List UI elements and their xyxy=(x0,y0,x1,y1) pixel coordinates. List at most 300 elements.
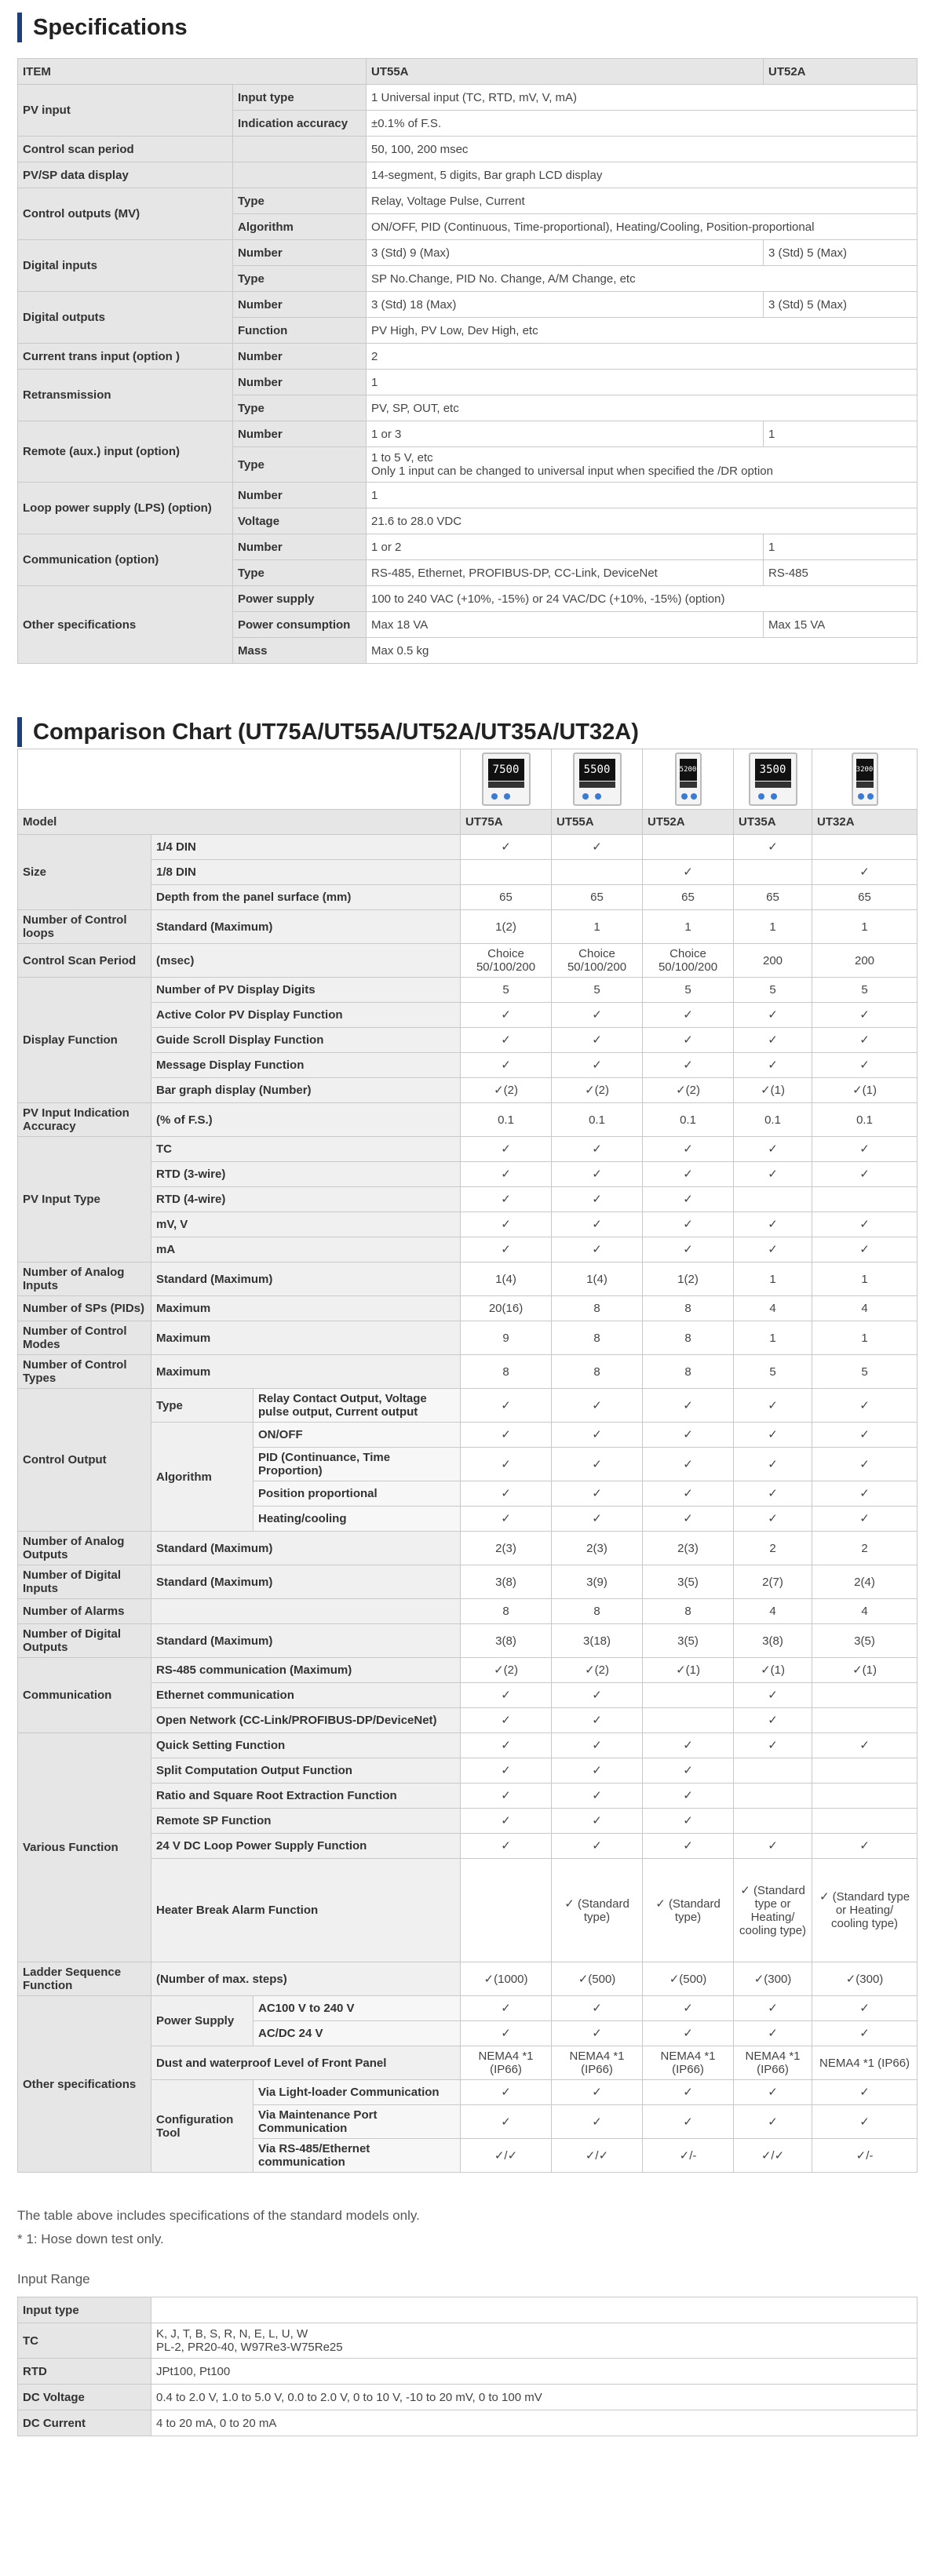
cell-value: ✓ xyxy=(461,1784,552,1809)
cell-value: 0.1 xyxy=(812,1103,918,1137)
row-label: Split Computation Output Function xyxy=(151,1758,461,1784)
cell-value: ✓ xyxy=(552,1784,643,1809)
cell-value xyxy=(734,1187,812,1212)
cell-value: ✓ xyxy=(643,1507,734,1532)
spec-item-label: Number xyxy=(233,344,367,370)
spec-value-ut55a: ON/OFF, PID (Continuous, Time-proportional), Heating/Cooling, Position-proportional xyxy=(367,214,918,240)
cell-value: ✓ xyxy=(734,2021,812,2046)
cell-value: ✓ xyxy=(812,1507,918,1532)
cell-value: ✓(1) xyxy=(643,1658,734,1683)
cell-value: ✓ (Standard type or Heating/ cooling type) xyxy=(734,1859,812,1962)
cell-value: 3(9) xyxy=(552,1565,643,1599)
cell-value: 1 xyxy=(734,910,812,944)
group-label: Number of Digital Outputs xyxy=(18,1624,151,1658)
cell-value: ✓ xyxy=(812,1162,918,1187)
cell-value xyxy=(812,1683,918,1708)
cell-value: ✓ xyxy=(643,1481,734,1507)
group-label: Number of Analog Outputs xyxy=(18,1532,151,1565)
cell-value: ✓ xyxy=(643,860,734,885)
controller-button-icon xyxy=(771,793,777,800)
group-label: Number of Digital Inputs xyxy=(18,1565,151,1599)
cell-value: ✓ xyxy=(552,1758,643,1784)
cell-value: ✓ xyxy=(552,1028,643,1053)
subgroup-label: Type xyxy=(151,1389,254,1423)
cell-value: ✓ (Standard type) xyxy=(552,1859,643,1962)
row-label: AC/DC 24 V xyxy=(254,2021,461,2046)
comparison-row xyxy=(18,1296,918,1321)
model-image-spacer xyxy=(18,749,461,810)
spec-value-ut55a: 2 xyxy=(367,344,918,370)
row-label: Active Color PV Display Function xyxy=(151,1003,461,1028)
cell-value: ✓ xyxy=(461,1162,552,1187)
comparison-row xyxy=(18,1758,918,1784)
row-label: Guide Scroll Display Function xyxy=(151,1028,461,1053)
controller-display: 3200 xyxy=(856,759,874,781)
cell-value: 65 xyxy=(734,885,812,910)
cell-value: ✓ xyxy=(461,1137,552,1162)
cell-value: 1 xyxy=(643,910,734,944)
group-label: Size xyxy=(18,835,151,910)
row-label: PID (Continuance, Time Proportion) xyxy=(254,1448,461,1481)
cell-value: ✓ xyxy=(643,1003,734,1028)
spec-value-ut55a: 1 Universal input (TC, RTD, mV, V, mA) xyxy=(367,85,918,111)
cell-value: 8 xyxy=(552,1321,643,1355)
group-label: Number of Control Modes xyxy=(18,1321,151,1355)
input-range-header-row xyxy=(18,2297,918,2323)
cell-value xyxy=(734,1758,812,1784)
model-name: UT35A xyxy=(734,810,812,835)
spec-group-label: Retransmission xyxy=(18,370,233,421)
comparison-row xyxy=(18,1532,918,1565)
spec-value-ut55a: 100 to 240 VAC (+10%, -15%) or 24 VAC/DC (+10%, -15%) (option) xyxy=(367,586,918,612)
cell-value: Choice 50/100/200 xyxy=(461,944,552,978)
cell-value: 4 xyxy=(734,1599,812,1624)
comparison-row xyxy=(18,1103,918,1137)
comparison-row xyxy=(18,885,918,910)
input-range-table xyxy=(17,2297,918,2436)
comparison-row xyxy=(18,1137,918,1162)
cell-value: ✓ xyxy=(643,1809,734,1834)
row-label: mA xyxy=(151,1237,461,1262)
cell-value: ✓ xyxy=(461,1809,552,1834)
cell-value: 5 xyxy=(643,978,734,1003)
cell-value: 5 xyxy=(552,978,643,1003)
comparison-row xyxy=(18,1389,918,1423)
comparison-row xyxy=(18,1162,918,1187)
input-range-label: DC Current xyxy=(18,2410,151,2436)
cell-value: 2(7) xyxy=(734,1565,812,1599)
spec-value-ut55a: RS-485, Ethernet, PROFIBUS-DP, CC-Link, DeviceNet xyxy=(367,560,764,586)
spec-group-label: Loop power supply (LPS) (option) xyxy=(18,483,233,534)
comparison-row xyxy=(18,1784,918,1809)
row-label: Standard (Maximum) xyxy=(151,1262,461,1296)
specifications-section-header xyxy=(17,0,917,58)
comparison-row xyxy=(18,1212,918,1237)
spec-row xyxy=(18,421,918,447)
spec-group-label: Control outputs (MV) xyxy=(18,188,233,240)
cell-value: 0.1 xyxy=(552,1103,643,1137)
input-range-line: 4 to 20 mA, 0 to 20 mA xyxy=(156,2416,277,2430)
group-label: Communication xyxy=(18,1658,151,1733)
comparison-row xyxy=(18,910,918,944)
cell-value xyxy=(734,1809,812,1834)
cell-value: 0.1 xyxy=(734,1103,812,1137)
cell-value: 8 xyxy=(552,1355,643,1389)
comparison-row xyxy=(18,835,918,860)
cell-value: ✓ xyxy=(643,1448,734,1481)
row-label: Maximum xyxy=(151,1321,461,1355)
cell-value xyxy=(812,1784,918,1809)
controller-display: 5500 xyxy=(579,759,615,781)
cell-value: ✓ xyxy=(552,1834,643,1859)
controller-sub-display xyxy=(755,782,791,788)
cell-value: 3(5) xyxy=(643,1565,734,1599)
spec-group-label: Current trans input (option ) xyxy=(18,344,233,370)
cell-value xyxy=(643,1708,734,1733)
cell-value: ✓ xyxy=(812,1237,918,1262)
cell-value: Choice 50/100/200 xyxy=(643,944,734,978)
spec-value-ut55a: 1 xyxy=(367,370,918,395)
cell-value: 8 xyxy=(643,1296,734,1321)
spec-item-label: Number xyxy=(233,421,367,447)
cell-value: 5 xyxy=(734,1355,812,1389)
comparison-row xyxy=(18,1321,918,1355)
controller-button-icon xyxy=(691,793,697,800)
spec-item-label: Power consumption xyxy=(233,612,367,638)
comparison-row xyxy=(18,1053,918,1078)
input-range-line: PL-2, PR20-40, W97Re3-W75Re25 xyxy=(156,2341,343,2354)
cell-value xyxy=(812,1708,918,1733)
cell-value: 9 xyxy=(461,1321,552,1355)
spec-value-ut55a: 1 or 2 xyxy=(367,534,764,560)
cell-value: 3(8) xyxy=(461,1565,552,1599)
group-label: Other specifications xyxy=(18,1996,151,2173)
cell-value: 0.1 xyxy=(461,1103,552,1137)
spec-group-label: Communication (option) xyxy=(18,534,233,586)
cell-value: ✓ (Standard type or Heating/ cooling type) xyxy=(812,1859,918,1962)
cell-value xyxy=(461,1859,552,1962)
cell-value: ✓ xyxy=(734,1212,812,1237)
controller-button-icon xyxy=(595,793,601,800)
row-label: Message Display Function xyxy=(151,1053,461,1078)
controller-button-icon xyxy=(681,793,688,800)
notes xyxy=(17,2204,917,2251)
cell-value: ✓ xyxy=(812,1448,918,1481)
spec-value-ut55a: Max 0.5 kg xyxy=(367,638,918,664)
input-range-line: JPt100, Pt100 xyxy=(156,2364,231,2378)
row-label: Quick Setting Function xyxy=(151,1733,461,1758)
cell-value: ✓ xyxy=(643,1733,734,1758)
comparison-row xyxy=(18,944,918,978)
cell-value: ✓/✓ xyxy=(461,2139,552,2173)
spec-row xyxy=(18,534,918,560)
controller-sub-display xyxy=(579,782,615,788)
spec-item-label: Indication accuracy xyxy=(233,111,367,137)
comparison-row xyxy=(18,1683,918,1708)
row-label: Via Maintenance Port Communication xyxy=(254,2105,461,2139)
spec-item-label: Type xyxy=(233,447,367,483)
group-label: Control Scan Period xyxy=(18,944,151,978)
row-label: Maximum xyxy=(151,1296,461,1321)
spec-header-ut55a: UT55A xyxy=(367,59,764,85)
comparison-row xyxy=(18,1565,918,1599)
spec-row xyxy=(18,137,918,162)
subgroup-label: Power Supply xyxy=(151,1996,254,2046)
cell-value: ✓ xyxy=(461,2080,552,2105)
row-label: Standard (Maximum) xyxy=(151,1624,461,1658)
spec-item-label: Number xyxy=(233,292,367,318)
cell-value: ✓ xyxy=(812,1733,918,1758)
cell-value: 8 xyxy=(552,1296,643,1321)
spec-item-label: Number xyxy=(233,483,367,508)
cell-value: 1 xyxy=(812,910,918,944)
cell-value: ✓ xyxy=(461,1708,552,1733)
comparison-row xyxy=(18,1237,918,1262)
cell-value: ✓ xyxy=(461,1733,552,1758)
spec-value-ut52a: 3 (Std) 5 (Max) xyxy=(764,292,918,318)
comparison-row xyxy=(18,1028,918,1053)
cell-value: ✓ xyxy=(552,1733,643,1758)
cell-value: ✓ xyxy=(734,1053,812,1078)
cell-value: ✓(300) xyxy=(812,1962,918,1996)
spec-group-label: Digital outputs xyxy=(18,292,233,344)
cell-value: ✓/- xyxy=(643,2139,734,2173)
controller-sub-display xyxy=(856,782,874,788)
controller-display: 5200 xyxy=(680,759,697,781)
spec-row xyxy=(18,586,918,612)
spec-value-ut55a: SP No.Change, PID No. Change, A/M Change, etc xyxy=(367,266,918,292)
cell-value: 5 xyxy=(812,1355,918,1389)
cell-value: NEMA4 *1 (IP66) xyxy=(734,2046,812,2080)
note-standard-models: The table above includes specifications of the standard models only. xyxy=(17,2208,420,2223)
cell-value: NEMA4 *1 (IP66) xyxy=(461,2046,552,2080)
cell-value: ✓(2) xyxy=(552,1078,643,1103)
cell-value: 1(4) xyxy=(461,1262,552,1296)
cell-value: 5 xyxy=(734,978,812,1003)
spec-item-label: Number xyxy=(233,370,367,395)
specifications-table xyxy=(17,58,918,664)
cell-value: ✓ xyxy=(552,1683,643,1708)
group-label: Number of SPs (PIDs) xyxy=(18,1296,151,1321)
cell-value: ✓/✓ xyxy=(552,2139,643,2173)
cell-value: ✓ xyxy=(734,1423,812,1448)
cell-value: ✓ xyxy=(552,1187,643,1212)
specifications-title: Specifications xyxy=(17,13,917,42)
spec-value-ut55a: 3 (Std) 9 (Max) xyxy=(367,240,764,266)
cell-value: ✓ xyxy=(734,1028,812,1053)
cell-value xyxy=(461,860,552,885)
comparison-row xyxy=(18,1599,918,1624)
cell-value: 4 xyxy=(734,1296,812,1321)
comparison-row xyxy=(18,978,918,1003)
spec-item-label: Input type xyxy=(233,85,367,111)
controller-sub-display xyxy=(680,782,697,788)
cell-value xyxy=(734,860,812,885)
controller-button-icon xyxy=(858,793,864,800)
spec-header-ut52a: UT52A xyxy=(764,59,918,85)
cell-value: ✓ xyxy=(552,1053,643,1078)
cell-value: ✓ xyxy=(734,1237,812,1262)
cell-value: ✓ xyxy=(643,1162,734,1187)
cell-value: 1 xyxy=(812,1321,918,1355)
cell-value: ✓ xyxy=(461,1053,552,1078)
cell-value: ✓ xyxy=(734,1481,812,1507)
comparison-row xyxy=(18,1859,918,1962)
cell-value: 5 xyxy=(812,978,918,1003)
cell-value: 3(5) xyxy=(812,1624,918,1658)
cell-value: ✓ xyxy=(734,1448,812,1481)
controller-image xyxy=(675,752,702,806)
cell-value: ✓ xyxy=(461,1481,552,1507)
cell-value: ✓ xyxy=(461,1758,552,1784)
cell-value: 2(3) xyxy=(461,1532,552,1565)
row-label: Remote SP Function xyxy=(151,1809,461,1834)
controller-button-icon xyxy=(504,793,510,800)
cell-value: ✓ xyxy=(552,1996,643,2021)
model-name: UT75A xyxy=(461,810,552,835)
cell-value: 4 xyxy=(812,1599,918,1624)
cell-value: ✓ xyxy=(552,1448,643,1481)
cell-value: ✓ xyxy=(812,1423,918,1448)
group-label: PV Input Indication Accuracy xyxy=(18,1103,151,1137)
cell-value: ✓ xyxy=(812,1834,918,1859)
cell-value: ✓(1) xyxy=(734,1078,812,1103)
cell-value: ✓ (Standard type) xyxy=(643,1859,734,1962)
model-image-cell xyxy=(734,749,812,810)
input-range-line: 0.4 to 2.0 V, 1.0 to 5.0 V, 0.0 to 2.0 V, 0 to 10 V, -10 to 20 mV, 0 to 100 mV xyxy=(156,2390,542,2404)
comparison-row xyxy=(18,2080,918,2105)
cell-value: NEMA4 *1 (IP66) xyxy=(552,2046,643,2080)
spec-value-ut52a: RS-485 xyxy=(764,560,918,586)
model-image-row xyxy=(18,749,918,810)
cell-value: ✓ xyxy=(643,1212,734,1237)
cell-value: 8 xyxy=(643,1355,734,1389)
cell-value: ✓ xyxy=(552,1237,643,1262)
cell-value xyxy=(812,835,918,860)
row-label: TC xyxy=(151,1137,461,1162)
cell-value: ✓ xyxy=(461,1507,552,1532)
cell-value: ✓ xyxy=(552,1507,643,1532)
comparison-title: Comparison Chart (UT75A/UT55A/UT52A/UT35A/UT32A) xyxy=(17,717,917,747)
row-label: Ethernet communication xyxy=(151,1683,461,1708)
cell-value: ✓ xyxy=(461,1996,552,2021)
cell-value: ✓ xyxy=(643,1834,734,1859)
cell-value: ✓ xyxy=(812,2080,918,2105)
spec-value-ut52a: 1 xyxy=(764,421,918,447)
spec-row xyxy=(18,240,918,266)
spec-row xyxy=(18,162,918,188)
cell-value: ✓ xyxy=(643,2080,734,2105)
spec-item-label xyxy=(233,162,367,188)
subgroup-label: Configuration Tool xyxy=(151,2080,254,2173)
cell-value: ✓ xyxy=(461,1212,552,1237)
spec-value-ut55a: PV, SP, OUT, etc xyxy=(367,395,918,421)
spec-value-ut55a: 21.6 to 28.0 VDC xyxy=(367,508,918,534)
spec-row xyxy=(18,292,918,318)
cell-value: 200 xyxy=(734,944,812,978)
cell-value: 1(2) xyxy=(461,910,552,944)
spec-value-ut55a: Max 18 VA xyxy=(367,612,764,638)
comparison-row xyxy=(18,1996,918,2021)
spec-group-label: PV input xyxy=(18,85,233,137)
cell-value: ✓(300) xyxy=(734,1962,812,1996)
row-label: RTD (3-wire) xyxy=(151,1162,461,1187)
cell-value: ✓ xyxy=(552,1481,643,1507)
group-label: Ladder Sequence Function xyxy=(18,1962,151,1996)
cell-value: 2 xyxy=(812,1532,918,1565)
comparison-row xyxy=(18,1003,918,1028)
controller-button-icon xyxy=(491,793,498,800)
row-label: Heating/cooling xyxy=(254,1507,461,1532)
cell-value: ✓ xyxy=(461,1448,552,1481)
model-image-cell xyxy=(812,749,918,810)
cell-value: ✓ xyxy=(734,1507,812,1532)
spec-value-ut52a: Max 15 VA xyxy=(764,612,918,638)
row-label: Position proportional xyxy=(254,1481,461,1507)
cell-value: ✓(1) xyxy=(734,1658,812,1683)
row-label: Maximum xyxy=(151,1355,461,1389)
input-range-label: RTD xyxy=(18,2359,151,2385)
cell-value: ✓ xyxy=(552,1137,643,1162)
cell-value: 2(4) xyxy=(812,1565,918,1599)
cell-value: ✓ xyxy=(734,1733,812,1758)
cell-value: ✓ xyxy=(643,1028,734,1053)
row-label: Relay Contact Output, Voltage pulse output, Current output xyxy=(254,1389,461,1423)
row-label: 1/4 DIN xyxy=(151,835,461,860)
cell-value: 8 xyxy=(461,1599,552,1624)
cell-value: ✓ xyxy=(734,1834,812,1859)
cell-value: ✓ xyxy=(643,1784,734,1809)
cell-value: ✓ xyxy=(461,835,552,860)
spec-value-ut55a: ±0.1% of F.S. xyxy=(367,111,918,137)
spec-group-label: Remote (aux.) input (option) xyxy=(18,421,233,483)
cell-value: ✓ xyxy=(461,2021,552,2046)
cell-value: 8 xyxy=(461,1355,552,1389)
controller-display: 7500 xyxy=(488,759,524,781)
controller-image xyxy=(852,752,878,806)
row-label: Heater Break Alarm Function xyxy=(151,1859,461,1962)
cell-value xyxy=(643,835,734,860)
cell-value: 4 xyxy=(812,1296,918,1321)
cell-value: ✓ xyxy=(552,1003,643,1028)
cell-value: 8 xyxy=(643,1599,734,1624)
input-range-row xyxy=(18,2359,918,2385)
comparison-row xyxy=(18,1423,918,1448)
spec-value-ut52a: 3 (Std) 5 (Max) xyxy=(764,240,918,266)
cell-value: ✓ xyxy=(643,1423,734,1448)
cell-value: ✓ xyxy=(734,1389,812,1423)
model-label: Model xyxy=(18,810,461,835)
spec-item-label: Type xyxy=(233,560,367,586)
cell-value: ✓ xyxy=(734,1137,812,1162)
cell-value: ✓ xyxy=(812,1028,918,1053)
cell-value: ✓ xyxy=(812,2105,918,2139)
cell-value xyxy=(552,860,643,885)
comparison-row xyxy=(18,1708,918,1733)
spec-item-label: Type xyxy=(233,188,367,214)
spec-row xyxy=(18,188,918,214)
cell-value: ✓ xyxy=(812,1003,918,1028)
cell-value: ✓ xyxy=(734,1996,812,2021)
controller-sub-display xyxy=(488,782,524,788)
input-range-value xyxy=(151,2323,918,2359)
cell-value: ✓ xyxy=(643,1187,734,1212)
cell-value xyxy=(734,1784,812,1809)
group-label: Display Function xyxy=(18,978,151,1103)
cell-value: 2 xyxy=(734,1532,812,1565)
cell-value: ✓ xyxy=(461,2105,552,2139)
cell-value: ✓(500) xyxy=(643,1962,734,1996)
